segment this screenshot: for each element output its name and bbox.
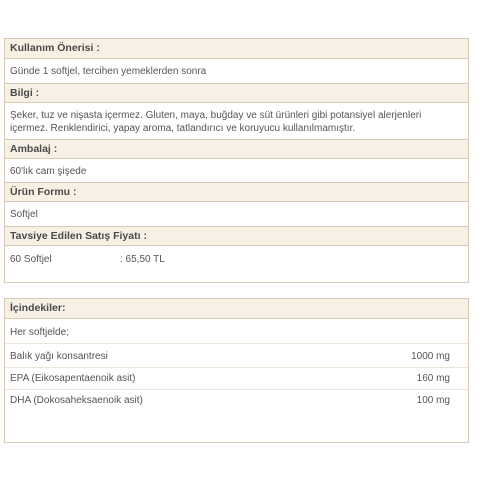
ingredients-intro: Her softjelde; [10,327,69,338]
usage-text: Günde 1 softjel, tercihen yemeklerden sonra [10,66,207,77]
divider [5,343,468,344]
divider [5,389,468,390]
ingredient-name: Balık yağı konsantresi [10,351,108,362]
ingredients-header: İçindekiler: [5,299,468,319]
ingredient-name: EPA (Eikosapentaenoik asit) [10,373,136,384]
packaging-header: Ambalaj : [5,139,468,159]
ingredients-panel [4,298,469,443]
ingredient-amount: 100 mg [416,395,450,406]
info-text-line1: Şeker, tuz ve nişasta içermez. Gluten, maya, buğday ve süt ürünleri gibi potansiyel alerjenleri [10,110,422,121]
ingredient-name: DHA (Dokosaheksaenoik asit) [10,395,143,406]
ingredient-row [10,350,450,364]
form-header: Ürün Formu : [5,182,468,202]
info-header: Bilgi : [5,83,468,103]
ingredient-row [10,372,450,386]
ingredient-amount: 1000 mg [411,351,450,362]
divider [5,367,468,368]
price-value: : 65,50 TL [120,254,165,265]
price-quantity: 60 Softjel [10,254,52,265]
form-text: Softjel [10,209,38,220]
packaging-text: 60'lık cam şişede [10,166,87,177]
usage-header: Kullanım Önerisi : [5,39,468,59]
ingredient-amount: 160 mg [416,373,450,384]
info-text-line2: içermez. Renklendirici, yapay aroma, tatlandırıcı ve koruyucu kullanılmamıştır. [10,123,356,134]
price-row [10,253,463,267]
price-header: Tavsiye Edilen Satış Fiyatı : [5,226,468,246]
ingredient-row [10,394,450,408]
product-info-panel [4,38,469,283]
